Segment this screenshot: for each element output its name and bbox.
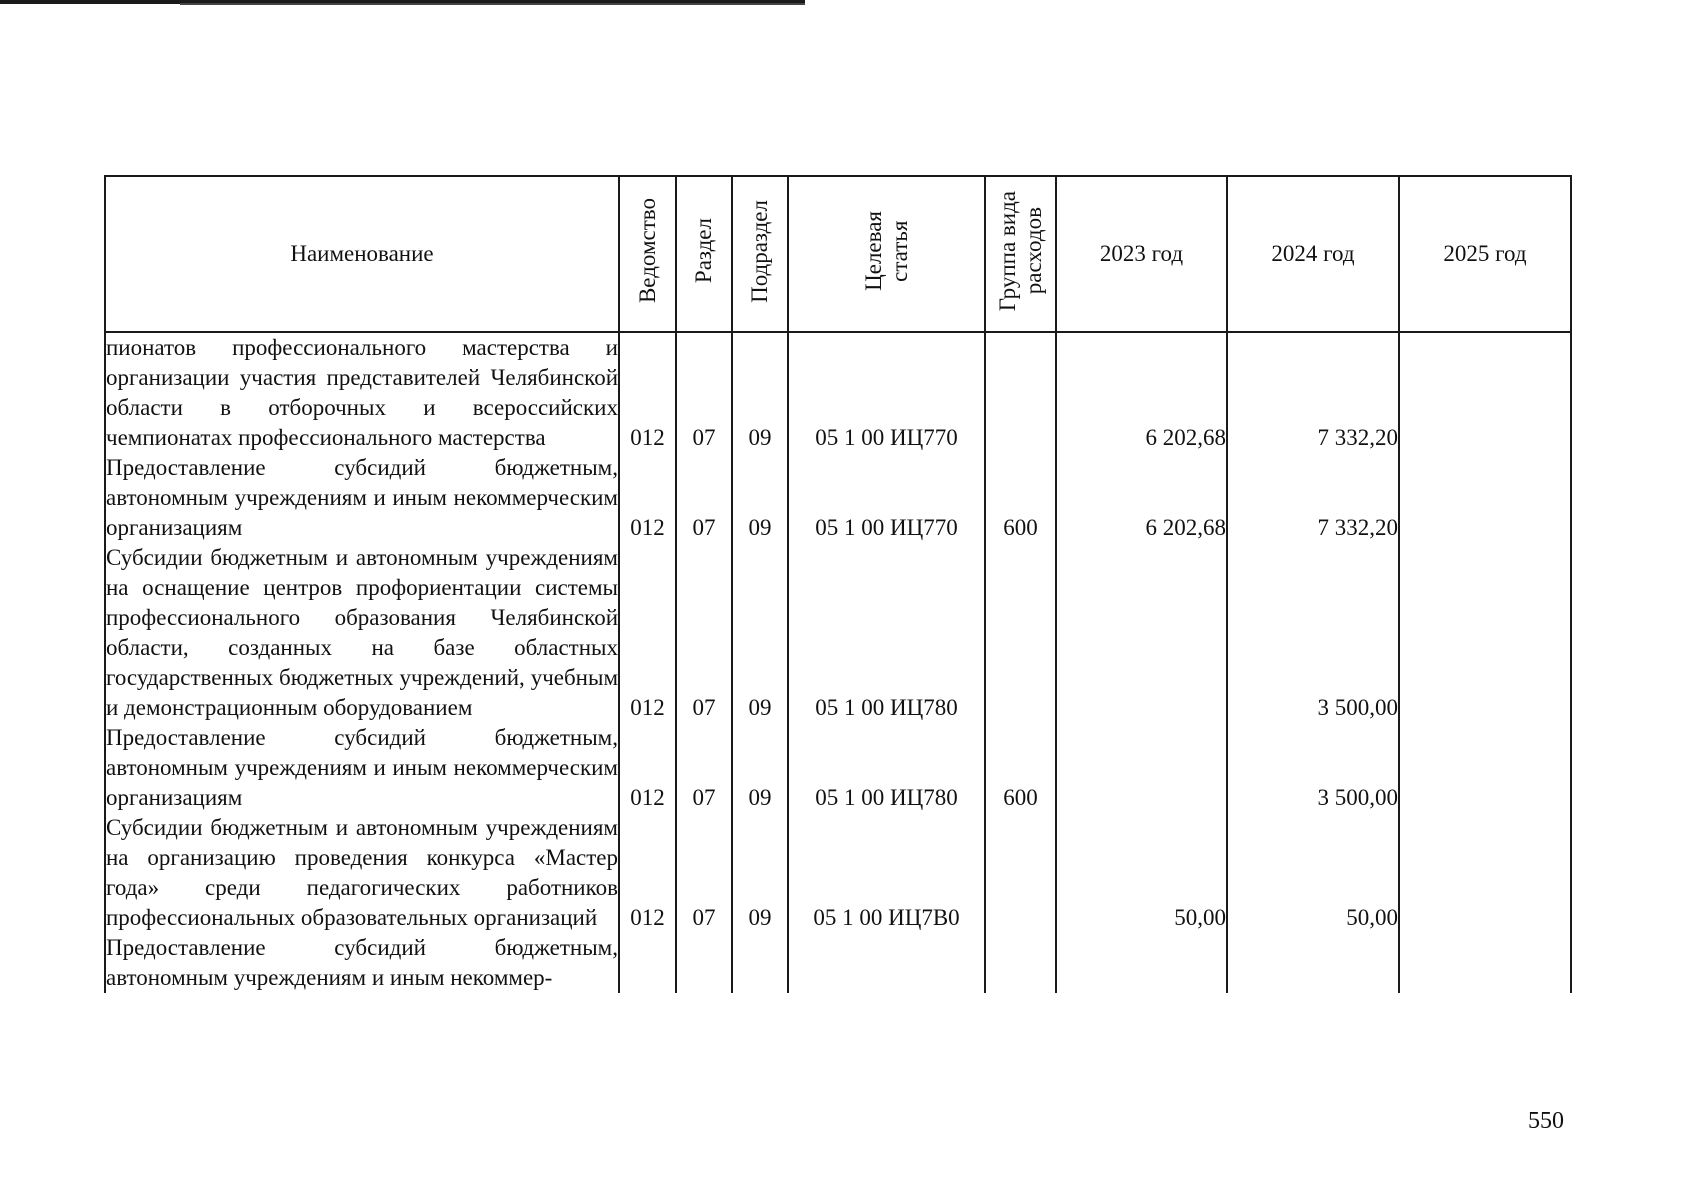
header-subsection-label: Подраздел xyxy=(747,199,772,303)
header-year-2024: 2024 год xyxy=(1227,176,1399,332)
row-amount-2023 xyxy=(1056,723,1227,813)
row-department: 012 xyxy=(619,453,676,543)
row-amount-2024: 50,00 xyxy=(1227,813,1399,933)
row-expense-group xyxy=(985,933,1056,993)
row-amount-2024: 3 500,00 xyxy=(1227,543,1399,723)
table-row xyxy=(105,453,1571,543)
row-expense-group xyxy=(985,813,1056,933)
row-section: 07 xyxy=(676,813,732,933)
row-target-item: 05 1 00 ИЦ770 xyxy=(788,332,985,453)
row-department: 012 xyxy=(619,332,676,453)
row-target-item: 05 1 00 ИЦ7В0 xyxy=(788,813,985,933)
header-year-2023: 2023 год xyxy=(1056,176,1227,332)
row-section: 07 xyxy=(676,543,732,723)
row-target-item: 05 1 00 ИЦ780 xyxy=(788,543,985,723)
row-amount-2023 xyxy=(1056,543,1227,723)
row-amount-2023 xyxy=(1056,933,1227,993)
header-department-label: Ведомство xyxy=(634,198,660,304)
row-department: 012 xyxy=(619,813,676,933)
row-amount-2023: 6 202,68 xyxy=(1056,332,1227,453)
table-header-row xyxy=(105,176,1571,332)
row-subsection: 09 xyxy=(732,332,788,453)
table-row xyxy=(105,723,1571,813)
row-name: Предоставление субсидий бюджетным, автономным учреждениям и иным некоммерческим организациям xyxy=(105,723,619,813)
header-expense-group xyxy=(985,176,1056,332)
row-expense-group: 600 xyxy=(985,453,1056,543)
row-subsection xyxy=(732,933,788,993)
row-amount-2023: 6 202,68 xyxy=(1056,453,1227,543)
row-amount-2024: 7 332,20 xyxy=(1227,453,1399,543)
header-target-item-line2: статья xyxy=(886,220,912,282)
table-row xyxy=(105,332,1571,453)
page-number: 550 xyxy=(1528,1108,1564,1134)
row-name: Субсидии бюджетным и автономным учреждениям на организацию проведения конкурса «Мастер года» среди педагогических работников профессиональных образовательных организаций xyxy=(105,813,619,933)
row-amount-2023: 50,00 xyxy=(1056,813,1227,933)
row-amount-2025 xyxy=(1399,723,1571,813)
scan-edge-mark-2 xyxy=(180,3,805,5)
row-target-item: 05 1 00 ИЦ770 xyxy=(788,453,985,543)
row-section: 07 xyxy=(676,332,732,453)
table-row xyxy=(105,813,1571,933)
table-row xyxy=(105,933,1571,993)
row-name: пионатов профессионального мастерства и организации участия представителей Челябинской области в отборочных и всероссийских чемпионатах профессионального мастерства xyxy=(105,332,619,453)
row-amount-2025 xyxy=(1399,332,1571,453)
row-target-item: 05 1 00 ИЦ780 xyxy=(788,723,985,813)
row-department: 012 xyxy=(619,723,676,813)
row-amount-2024: 7 332,20 xyxy=(1227,332,1399,453)
header-section xyxy=(676,176,732,332)
row-expense-group xyxy=(985,543,1056,723)
row-amount-2025 xyxy=(1399,453,1571,543)
header-expense-group-label xyxy=(995,191,1047,311)
row-amount-2024 xyxy=(1227,933,1399,993)
budget-table xyxy=(104,175,1572,993)
row-department: 012 xyxy=(619,543,676,723)
row-section: 07 xyxy=(676,723,732,813)
row-name: Субсидии бюджетным и автономным учреждениям на оснащение центров профориентации системы профессионального образования Челябинской области, созданных на базе областных государственных бюджетных учреждений, учебным и демонстрационным оборудованием xyxy=(105,543,619,723)
table-row xyxy=(105,543,1571,723)
header-target-item-line1: Целевая xyxy=(860,211,886,291)
header-name: Наименование xyxy=(105,176,619,332)
row-target-item xyxy=(788,933,985,993)
row-subsection: 09 xyxy=(732,723,788,813)
row-amount-2025 xyxy=(1399,933,1571,993)
header-target-item xyxy=(788,176,985,332)
row-amount-2024: 3 500,00 xyxy=(1227,723,1399,813)
header-department xyxy=(619,176,676,332)
header-year-2025: 2025 год xyxy=(1399,176,1571,332)
header-section-label: Раздел xyxy=(691,218,716,284)
row-amount-2025 xyxy=(1399,543,1571,723)
row-department xyxy=(619,933,676,993)
row-name: Предоставление субсидий бюджетным, автономным учреждениям и иным некоммер- xyxy=(105,933,619,993)
row-name: Предоставление субсидий бюджетным, автономным учреждениям и иным некоммерческим организациям xyxy=(105,453,619,543)
header-target-item-label xyxy=(861,211,913,291)
header-subsection xyxy=(732,176,788,332)
header-expense-group-line2: расходов xyxy=(1020,207,1046,295)
row-subsection: 09 xyxy=(732,813,788,933)
header-expense-group-line1: Группа вида xyxy=(994,190,1020,312)
row-amount-2025 xyxy=(1399,813,1571,933)
row-expense-group xyxy=(985,332,1056,453)
row-section: 07 xyxy=(676,453,732,543)
row-expense-group: 600 xyxy=(985,723,1056,813)
row-subsection: 09 xyxy=(732,453,788,543)
row-section xyxy=(676,933,732,993)
row-subsection: 09 xyxy=(732,543,788,723)
